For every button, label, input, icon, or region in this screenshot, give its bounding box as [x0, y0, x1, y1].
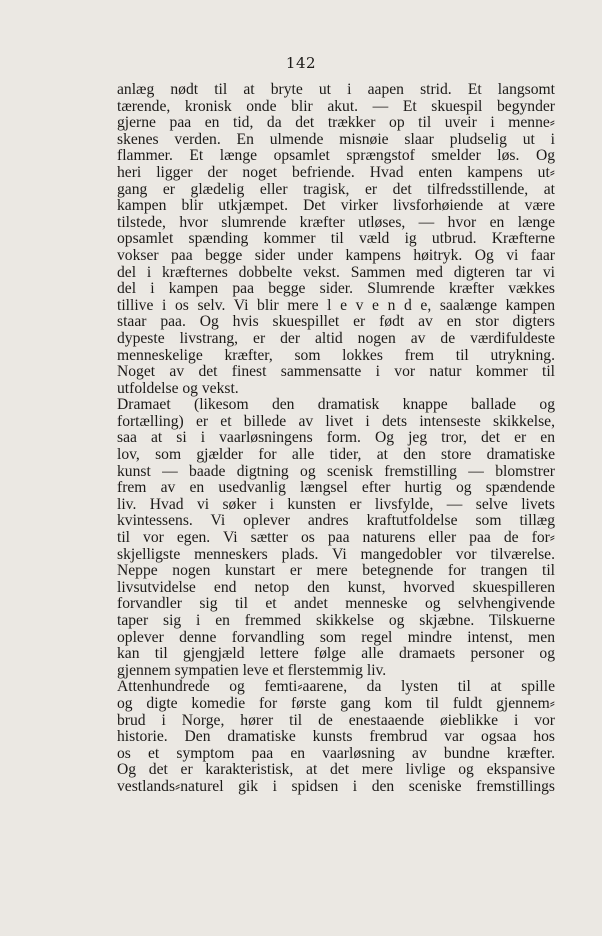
text-line: fortælling) er et billede av livet i dets intenseste skikkelse, — [117, 412, 555, 430]
text-line: tærende, kronisk onde blir akut. — Et skuespil begynder — [117, 97, 555, 115]
text-line: utfoldelse og vekst. — [117, 379, 239, 397]
text-line: og digte komedie for første gang kom til fuldt gjennem⸗ — [117, 694, 555, 712]
text-line: Neppe nogen kunstart er mere betegnende for trangen til — [117, 562, 555, 580]
text-line: frem av en usedvanlig længsel efter hurtig og spændende — [117, 479, 555, 497]
text-line: tilstede, hvor slumrende kræfter utløses, — hvor en længe — [117, 213, 555, 231]
text-line: historie. Den dramatiske kunsts frembrud var ogsaa hos — [117, 728, 555, 746]
text-line: Noget av det finest sammensatte i vor natur kommer til — [117, 363, 555, 381]
text-line: del i kampen paa begge sider. Slumrende kræfter vækkes — [117, 280, 555, 298]
text-line: os et symptom paa en vaarløsning av bundne kræfter. — [117, 744, 555, 762]
text-line: opsamlet spænding kommer til væld ig utbrud. Kræfterne — [117, 230, 555, 248]
text-line: Attenhundrede og femti⸗aarene, da lysten til at spille — [117, 678, 555, 696]
text-line: Og det er karakteristisk, at det mere livlige og ekspansive — [117, 761, 555, 779]
text-line: taper sig i en fremmed skikkelse og skjæbne. Tilskuerne — [117, 612, 555, 629]
text-line: dypeste livstrang, er der altid nogen av de værdifuldeste — [117, 329, 555, 347]
text-line: lov, som gjælder for alle tider, at den store dramatiske — [117, 446, 555, 464]
text-line: gjerne paa en tid, da det trækker op til uveir i menne⸗ — [117, 114, 555, 132]
page-number: 142 — [285, 54, 317, 72]
text-line: brud i Norge, hører til de enestaaende øieblikke i vor — [117, 711, 555, 729]
text-line: flammer. Et længe opsamlet sprængstof smelder løs. Og — [117, 147, 555, 165]
text-line: skjelligste menneskers plads. Vi mangedobler vor tilværelse. — [117, 545, 555, 563]
text-line: oplever denne forvandling som regel mindre intenst, men — [117, 628, 555, 646]
text-line: vestlands⸗naturel gik i spidsen i den sceniske fremstillings — [117, 777, 555, 795]
text-line: Dramaet (likesom den dramatisk knappe ballade og — [117, 396, 555, 414]
text-line: kan til gjengjæld lettere følge alle dramaets personer og — [117, 645, 555, 663]
text-line: gjennem sympatien leve et flerstemmig liv. — [117, 661, 387, 679]
text-line: tillive i os selv. Vi blir mere l e v e n d e, saalænge kampen — [117, 296, 555, 314]
text-line: kunst — baade digtning og scenisk fremstilling — blomstrer — [117, 462, 555, 480]
text-line: liv. Hvad vi søker i kunsten er livsfylde, — selve livets — [117, 495, 555, 513]
text-line: anlæg nødt til at bryte ut i aapen strid. Et langsomt — [117, 81, 555, 98]
body-text — [117, 82, 555, 796]
text-line: saa at si i vaarløsningens form. Og jeg tror, det er en — [117, 429, 555, 447]
text-line: livsutvidelse end netop den kunst, hvorved skuespilleren — [117, 578, 555, 596]
text-line: del i kræfternes dobbelte vekst. Sammen med digteren tar vi — [117, 263, 555, 281]
text-line: kvintessens. Vi oplever andres kraftutfoldelse som tillæg — [117, 512, 555, 530]
text-line: gang er glædelig eller tragisk, er det tilfredsstillende, at — [117, 180, 555, 198]
text-line: heri ligger der noget befriende. Hvad enten kampens ut⸗ — [117, 163, 555, 181]
text-line: vokser paa begge sider under kampens høitryk. Og vi faar — [117, 246, 555, 264]
text-line: menneskelige kræfter, som lokkes frem til utrykning. — [117, 346, 555, 364]
text-line: til vor egen. Vi sætter os paa naturens eller paa de for⸗ — [117, 529, 555, 547]
text-line: skenes verden. En ulmende misnøie slaar pludselig ut i — [117, 130, 555, 148]
text-line: kampen blir utkjæmpet. Det virker livsforhøiende at være — [117, 197, 555, 215]
text-line: staar paa. Og hvis skuespillet er født av en stor digters — [117, 313, 555, 331]
text-line: forvandler sig til et andet menneske og selvhengivende — [117, 595, 555, 613]
